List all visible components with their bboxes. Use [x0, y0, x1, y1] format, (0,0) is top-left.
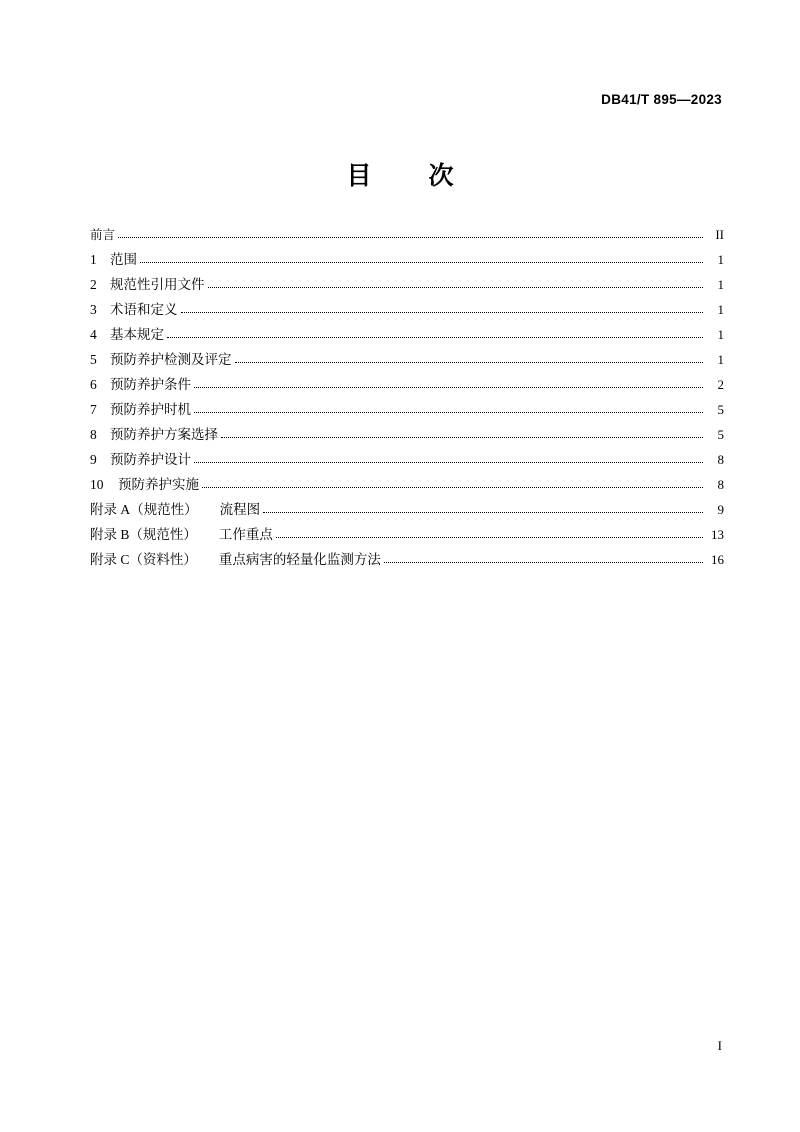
toc-entry-label: 基本规定 [110, 326, 164, 342]
toc-entry-number: 2 [90, 276, 97, 292]
toc-entry-page: 1 [717, 277, 724, 292]
toc-entry[interactable] [90, 503, 724, 517]
toc-entry-number: 6 [90, 376, 97, 392]
toc-entry[interactable] [90, 453, 724, 467]
toc-entry-page: 9 [717, 502, 724, 517]
toc-entry-page: 8 [717, 452, 724, 467]
toc-leader-dots [263, 511, 703, 513]
toc-entry[interactable] [90, 428, 724, 442]
toc-leader-dots [194, 411, 703, 413]
toc-entry-label: 附录 C（资料性） [90, 551, 197, 567]
toc-entry-page: II [715, 227, 724, 242]
toc-entry[interactable] [90, 328, 724, 342]
toc-entry-label: 预防养护设计 [110, 451, 191, 467]
toc-entry-label: 范围 [110, 251, 137, 267]
toc-entry-subtitle: 工作重点 [218, 526, 273, 542]
toc-entry-label: 附录 A（规范性） [90, 501, 198, 517]
toc-entry-label: 预防养护条件 [110, 376, 191, 392]
page-title: 目 次 [346, 163, 470, 190]
toc-entry[interactable] [90, 553, 724, 567]
toc-entry-subtitle: 重点病害的轻量化监测方法 [218, 551, 381, 567]
toc-entry[interactable] [90, 528, 724, 542]
toc-entry-label: 规范性引用文件 [110, 276, 205, 292]
toc-leader-dots [276, 536, 703, 538]
table-of-contents [90, 228, 724, 578]
toc-leader-dots [194, 461, 703, 463]
toc-entry-page: 16 [711, 552, 724, 567]
toc-entry-page: 1 [717, 327, 724, 342]
toc-entry-label: 预防养护方案选择 [110, 426, 218, 442]
toc-entry-page: 1 [717, 302, 724, 317]
toc-entry-page: 8 [717, 477, 724, 492]
toc-leader-dots [181, 311, 704, 313]
toc-leader-dots [208, 286, 704, 288]
footer-page-number: I [717, 1038, 722, 1053]
toc-entry[interactable] [90, 403, 724, 417]
toc-entry-number: 4 [90, 326, 97, 342]
toc-entry-number: 9 [90, 451, 97, 467]
toc-entry-number: 3 [90, 301, 97, 317]
toc-leader-dots [202, 486, 703, 488]
toc-entry-subtitle: 流程图 [219, 501, 261, 517]
toc-leader-dots [221, 436, 703, 438]
toc-entry-number: 1 [90, 251, 97, 267]
toc-entry[interactable] [90, 303, 724, 317]
toc-entry-label: 术语和定义 [110, 301, 178, 317]
toc-leader-dots [118, 236, 703, 238]
toc-entry-number: 7 [90, 401, 97, 417]
toc-entry[interactable] [90, 378, 724, 392]
toc-entry-label: 前言 [90, 227, 116, 242]
toc-entry-label: 附录 B（规范性） [90, 526, 197, 542]
toc-entry-page: 5 [717, 427, 724, 442]
toc-leader-dots [140, 261, 703, 263]
toc-entry-page: 1 [717, 352, 724, 367]
toc-entry-number: 5 [90, 351, 97, 367]
toc-entry-label: 预防养护时机 [110, 401, 191, 417]
toc-entry-page: 13 [711, 527, 724, 542]
toc-entry[interactable] [90, 278, 724, 292]
toc-entry[interactable] [90, 253, 724, 267]
toc-entry-number: 8 [90, 426, 97, 442]
toc-entry-label: 预防养护实施 [118, 476, 199, 492]
toc-leader-dots [384, 561, 703, 563]
toc-entry[interactable] [90, 353, 724, 367]
toc-entry-number: 10 [90, 476, 104, 492]
toc-entry[interactable] [90, 478, 724, 492]
toc-entry-page: 5 [717, 402, 724, 417]
toc-entry-page: 2 [717, 377, 724, 392]
toc-leader-dots [194, 386, 703, 388]
toc-entry-page: 1 [717, 252, 724, 267]
toc-leader-dots [167, 336, 703, 338]
toc-entry-label: 预防养护检测及评定 [110, 351, 232, 367]
toc-leader-dots [235, 361, 704, 363]
toc-entry[interactable] [90, 228, 724, 241]
standard-code-header: DB41/T 895—2023 [601, 92, 722, 107]
